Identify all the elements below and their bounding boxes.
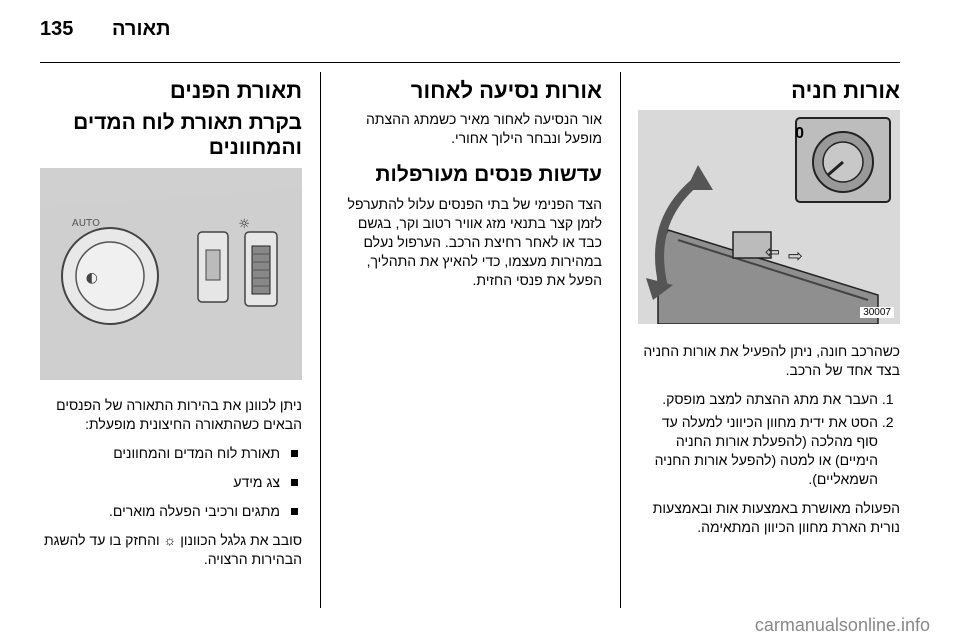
page-number: 135 <box>40 18 74 40</box>
reversing-lights-text: אור הנסיעה לאחור מאיר כשמתג ההצתה מופעל ונבחר הילוך אחורי. <box>366 111 602 146</box>
svg-text:⇨: ⇨ <box>787 246 803 267</box>
list-item: מתגים ורכיבי הפעלה מוארים. <box>40 502 302 521</box>
parking-lights-steps <box>638 390 900 489</box>
light-switch-illustration <box>40 168 302 380</box>
figure-number: 30007 <box>860 307 894 318</box>
parking-lights-heading: אורות חניה <box>791 78 900 103</box>
step-1: 1. העבר את מתג ההצתה למצב מופסק. <box>638 390 878 409</box>
reversing-lights-heading: אורות נסיעה לאחור <box>410 78 602 103</box>
column-reversing-lights <box>340 78 602 300</box>
instrument-illumination-heading: בקרת תאורת לוח המדים והמחוונים <box>73 111 302 159</box>
turn-signal-lever-illustration <box>638 110 900 324</box>
list-item: תאורת לוח המדים והמחוונים <box>40 444 302 463</box>
parking-lights-confirmation: הפעולה מאושרת באמצעות אות ובאמצעות נורית הארת מחוון הכיוון המתאימה. <box>652 500 900 535</box>
dimmer-intro: ניתן לכוונן את בהירות התאורה של הפנסים הבאים כשהתאורה החיצונית מופעלת: <box>56 397 302 432</box>
column-divider <box>620 72 621 608</box>
svg-text:⇦: ⇦ <box>764 242 780 263</box>
watermark: carmanualsonline.info <box>754 615 930 635</box>
misted-lenses-heading: עדשות פנסים מעורפלות <box>375 163 602 186</box>
page-header <box>40 12 900 46</box>
column-parking-lights <box>638 78 900 547</box>
svg-text:AUTO: AUTO <box>71 218 100 229</box>
dimmer-items <box>40 444 302 521</box>
svg-text:0: 0 <box>795 125 804 142</box>
header-rule <box>40 62 900 63</box>
svg-text:◐: ◐ <box>85 270 98 286</box>
column-interior-lighting <box>40 78 302 579</box>
chapter-title: תאורה <box>112 18 171 40</box>
parking-lights-intro: כשהרכב חונה, ניתן להפעיל את אורות החניה בצד אחד של הרכב. <box>643 343 900 378</box>
parking-lever-figure <box>638 110 900 324</box>
misted-lenses-text: הצד הפנימי של בתי הפנסים עלול להתערפל לזמן קצר בתנאי מזג אוויר רטוב וקר, בגשם כבד או לאחר רחיצת הרכב. הערפול נעלם במהירות מעצמו, כדי להאיץ את התהליך, הפעל את פנסי החזית. <box>347 196 602 288</box>
interior-lighting-heading: תאורת הפנים <box>169 78 302 103</box>
column-divider <box>320 72 321 608</box>
list-item: צג מידע <box>40 473 302 492</box>
step-2: 2. הסט את ידית מחוון הכיווני למעלה עד סוף מהלכה (להפעלת אורות החניה הימיים) או למטה (להפעל אורות החניה השמאליים). <box>638 413 878 489</box>
svg-text:☼: ☼ <box>238 217 250 232</box>
light-switch-figure <box>40 168 302 380</box>
dimmer-instruction: סובב את גלגל הכוונון ☼ והחזק בו עד להשגת הבהירות הרצויה. <box>44 532 302 567</box>
